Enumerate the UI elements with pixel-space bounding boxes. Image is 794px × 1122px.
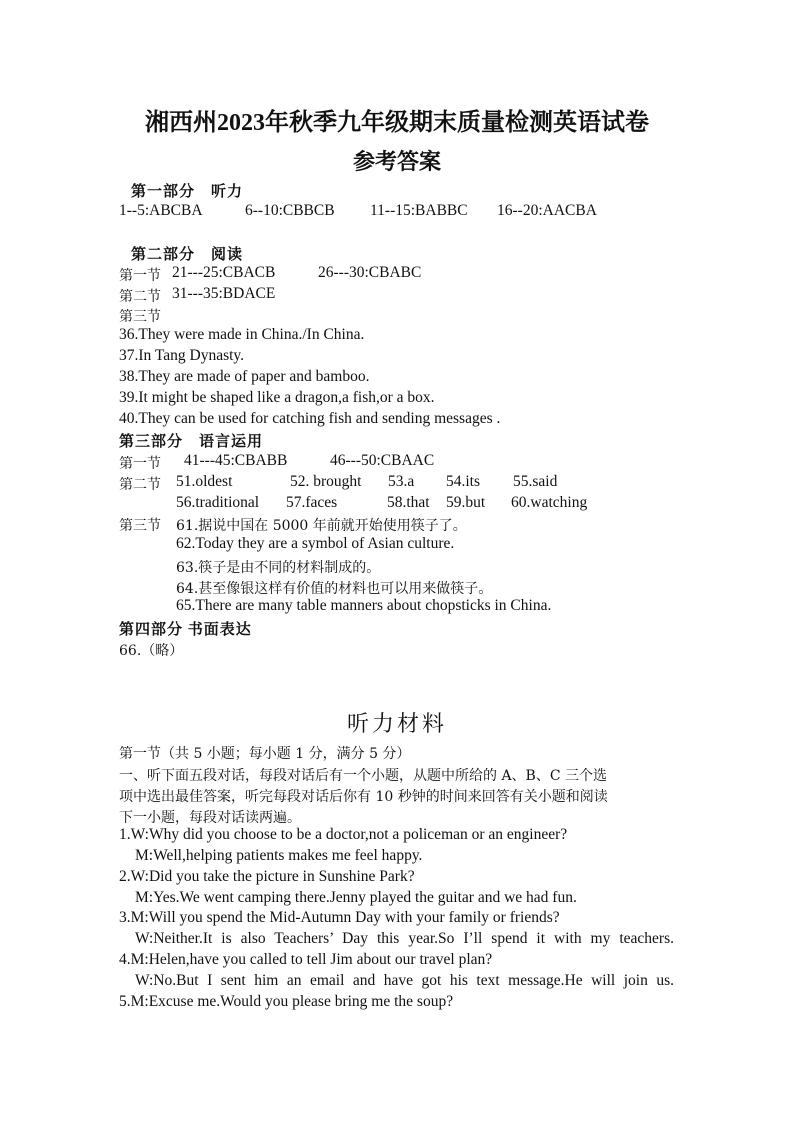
dialogue-line: M:Well,helping patients makes me feel happy. [135,847,423,864]
answer-item: 58.that [387,494,430,511]
answer-item: 53.a [388,473,415,490]
answer-group: 21---25:CBACB [172,264,276,281]
answer-item: 57.faces [286,494,338,511]
answer-item: 60.watching [511,494,588,511]
answer-group: 31---35:BDACE [172,285,276,302]
answer-item: 54.its [446,473,481,490]
dialogue-line: M:Yes.We went camping there.Jenny played the guitar and we had fun. [135,889,577,906]
dialogue-line: 1.W:Why did you choose to be a doctor,not a policeman or an engineer? [119,826,568,843]
dialogue-line: 2.W:Did you take the picture in Sunshine Park? [119,868,415,885]
answer-item: 64.甚至像银这样有价值的材料也可以用来做筷子。 [176,581,493,597]
part4-heading: 第四部分 书面表达 [119,622,252,638]
answer-item: 37.In Tang Dynasty. [119,347,245,364]
section-label: 第一节 [119,268,161,284]
answer-item: 62.Today they are a symbol of Asian culture. [176,535,455,552]
answer-item: 40.They can be used for catching fish and sending messages . [119,410,501,427]
listening-section-intro: 第一节（共 5 小题；每小题 1 分，满分 5 分） [119,746,411,762]
answer-item: 65.There are many table manners about chopsticks in China. [176,597,552,614]
part3-heading: 第三部分 语言运用 [119,434,264,450]
answer-item: 61.据说中国在 5000 年前就开始使用筷子了。 [176,518,467,534]
answer-item: 63.筷子是由不同的材料制成的。 [176,560,381,576]
listening-instruction: 一、听下面五段对话，每段对话后有一个小题，从题中所给的 A、B、C 三个选 [119,768,608,784]
answer-item: 55.said [513,473,558,490]
part2-heading: 第二部分 阅读 [131,247,244,263]
answer-group: 1--5:ABCBA [119,202,203,219]
dialogue-line: 5.M:Excuse me.Would you please bring me the soup? [119,993,454,1010]
answer-item: 51.oldest [176,473,233,490]
section-label: 第三节 [119,518,161,534]
answer-item: 39.It might be shaped like a dragon,a fish,or a box. [119,389,435,406]
section-label: 第二节 [119,477,161,493]
listening-instruction: 项中选出最佳答案，听完每段对话后你有 10 秒钟的时间来回答有关小题和阅读 [119,789,608,805]
answer-item: 66.（略） [119,643,184,659]
listening-instruction: 下一小题，每段对话读两遍。 [119,810,301,826]
listening-title: 听力材料 [346,711,447,736]
answer-group: 16--20:AACBA [497,202,597,219]
dialogue-line: 4.M:Helen,have you called to tell Jim about our travel plan? [119,951,493,968]
dialogue-line: 3.M:Will you spend the Mid-Autumn Day with your family or friends? [119,909,560,926]
answer-group: 6--10:CBBCB [245,202,335,219]
answer-item: 56.traditional [176,494,260,511]
answer-item: 59.but [446,494,486,511]
answer-item: 52. brought [290,473,362,490]
section-label: 第一节 [119,456,161,472]
section-label: 第三节 [119,309,161,325]
answer-item: 38.They are made of paper and bamboo. [119,368,370,385]
page-subtitle: 参考答案 [352,149,441,174]
part1-heading: 第一部分 听力 [131,184,244,200]
answer-item: 36.They were made in China./In China. [119,326,365,343]
dialogue-line: W:No.But I sent him an email and have got his text message.He will join us. [135,972,674,989]
page-title: 湘西州2023年秋季九年级期末质量检测英语试卷 [145,110,649,136]
answer-group: 41---45:CBABB [184,452,288,469]
dialogue-line: W:Neither.It is also Teachers’ Day this year.So I’ll spend it with my teachers. [135,930,674,947]
section-label: 第二节 [119,289,161,305]
answer-group: 11--15:BABBC [370,202,468,219]
answer-group: 26---30:CBABC [318,264,422,281]
answer-group: 46---50:CBAAC [330,452,435,469]
